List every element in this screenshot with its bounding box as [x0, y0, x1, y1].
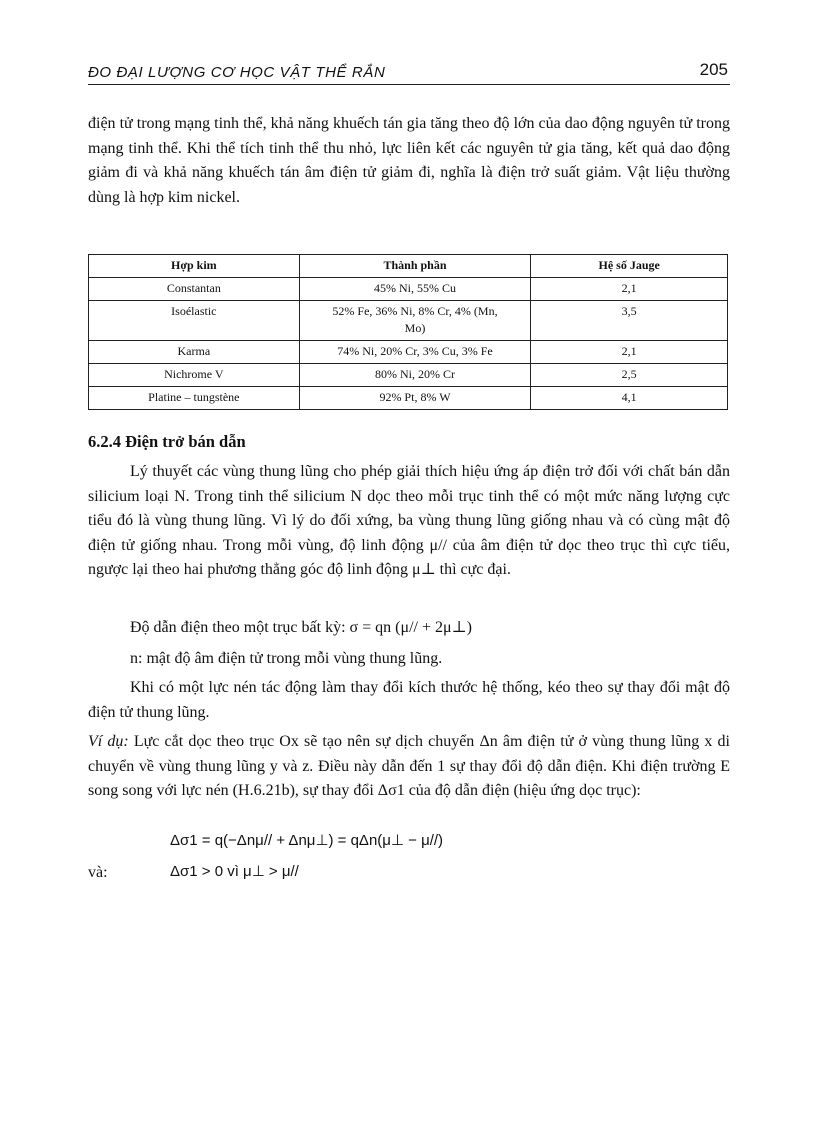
alloy-table — [88, 254, 728, 410]
alloy-composition: 74% Ni, 20% Cr, 3% Cu, 3% Fe — [299, 341, 531, 364]
section-heading: 6.2.4 Điện trở bán dẫn — [88, 432, 246, 451]
formula-inequality: Δσ1 > 0 vì μ⊥ > μ// — [170, 863, 299, 880]
running-title: ĐO ĐẠI LƯỢNG CƠ HỌC VẬT THỂ RẮN — [88, 64, 386, 81]
gauge-factor: 2,5 — [531, 364, 728, 387]
page-number: 205 — [699, 60, 728, 79]
gauge-factor: 4,1 — [531, 387, 728, 410]
alloy-name: Constantan — [89, 278, 300, 301]
alloy-composition: 92% Pt, 8% W — [299, 387, 531, 410]
alloy-composition: 45% Ni, 55% Cu — [299, 278, 531, 301]
alloy-name: Platine – tungstène — [89, 387, 300, 410]
table-row — [89, 301, 728, 341]
gauge-factor: 2,1 — [531, 278, 728, 301]
table-row — [89, 387, 728, 410]
running-header — [88, 60, 730, 85]
table-row — [89, 278, 728, 301]
compression-paragraph: Khi có một lực nén tác động làm thay đổi kích thước hệ thống, kéo theo sự thay đổi mật độ điện tử thung lũng. — [88, 679, 730, 721]
table-row — [89, 364, 728, 387]
n-definition: n: mật độ âm điện tử trong mỗi vùng thung lũng. — [130, 650, 443, 667]
alloy-name: Nichrome V — [89, 364, 300, 387]
alloy-name: Isoélastic — [89, 301, 300, 341]
alloy-name: Karma — [89, 341, 300, 364]
example-paragraph — [88, 730, 730, 804]
alloy-composition: 80% Ni, 20% Cr — [299, 364, 531, 387]
alloy-composition: 52% Fe, 36% Ni, 8% Cr, 4% (Mn, Mo) — [299, 301, 531, 341]
example-label: Ví dụ: — [88, 733, 129, 750]
table-header-row — [89, 255, 728, 278]
intro-paragraph: điện tử trong mạng tinh thể, khả năng khuếch tán gia tăng theo độ lớn của dao động nguyên tử trong mạng tinh thể. Khi thể tích tinh thể thu nhỏ, lực liên kết các nguyên tử gia tăng, kết quả dao động giảm đi và khả năng khuếch tán âm điện tử giảm đi, nghĩa là điện trở suất giảm. Vật liệu thường dùng là hợp kim nickel. — [88, 115, 730, 206]
example-text: Lực cắt dọc theo trục Ox sẽ tạo nên sự dịch chuyển Δn âm điện tử ở vùng thung lũng x di chuyển về vùng thung lũng y và z. Điều này dẫn đến 1 sự thay đổi độ dẫn điện. Khi điện trường E song song với lực nén (H.6.21b), sự thay đổi Δσ1 của độ dẫn điện (hiệu ứng dọc trục): — [88, 733, 731, 799]
gauge-factor: 2,1 — [531, 341, 728, 364]
formula-delta-sigma: Δσ1 = q(−Δnμ// + Δnμ⊥) = qΔn(μ⊥ − μ//) — [170, 832, 444, 849]
header-alloy: Hợp kim — [89, 255, 300, 278]
va-label: và: — [88, 864, 108, 881]
header-composition: Thành phần — [299, 255, 531, 278]
gauge-factor: 3,5 — [531, 301, 728, 341]
header-gauge-factor: Hệ số Jauge — [531, 255, 728, 278]
conductivity-line: Độ dẫn điện theo một trục bất kỳ: σ = qn (μ// + 2μ⊥) — [130, 619, 472, 636]
table-row — [89, 341, 728, 364]
semiconductor-paragraph: Lý thuyết các vùng thung lũng cho phép giải thích hiệu ứng áp điện trở đối với chất bán dẫn silicium loại N. Trong tinh thể silicium N dọc theo mỗi trục tinh thể có một mức năng lượng cực tiểu đó là vùng thung lũng. Vì lý do đối xứng, ba vùng thung lũng giống nhau và có cùng mật độ điện tử giống nhau. Trong mỗi vùng, độ linh động μ// của âm điện tử dọc theo trục thì cực tiểu, ngược lại theo hai phương thẳng góc độ linh động μ⊥ thì cực đại. — [88, 463, 730, 578]
